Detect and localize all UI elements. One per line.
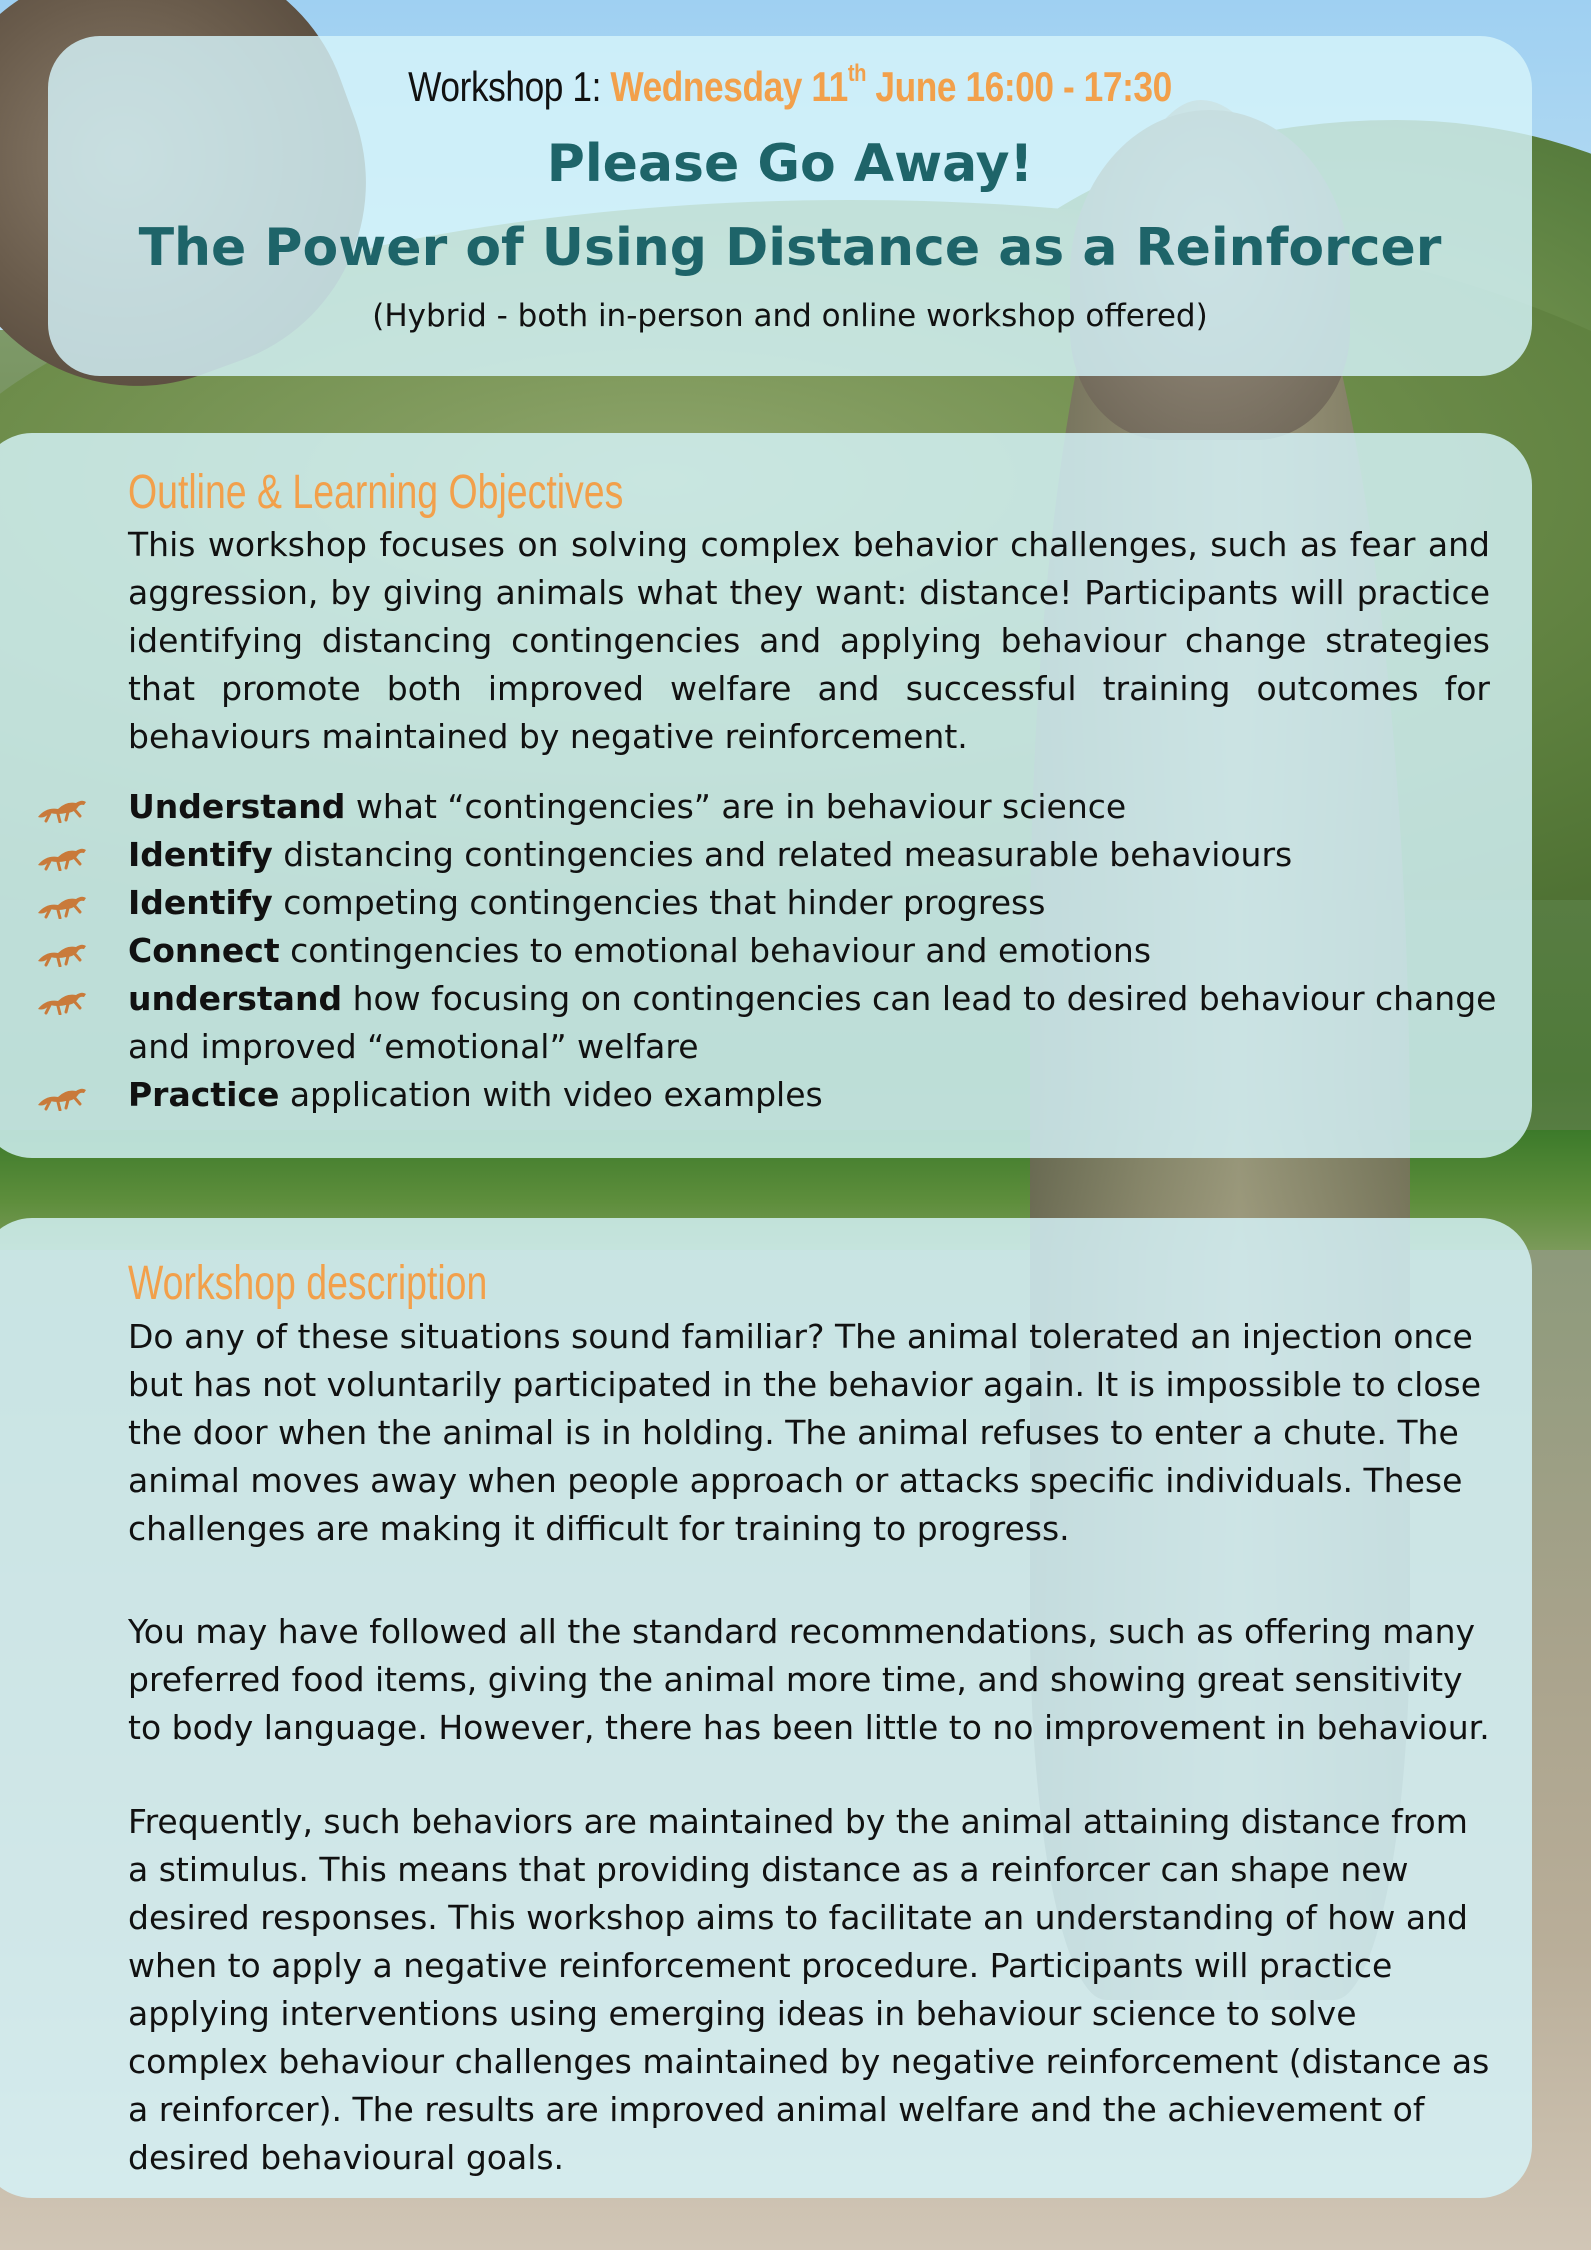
workshop-date-line <box>167 62 1414 112</box>
objectives-list <box>128 783 1508 1119</box>
objective-verb: Identify <box>128 835 273 874</box>
outline-paragraph: This workshop focuses on solving complex behavior challenges, such as fear and aggression, by giving animals what they want: distance! Participants will practice identifying distancing contingencies and applying behaviour change strategies that promote both improved welfare and successful training outcomes for behaviours maintained by negative reinforcement. <box>128 525 1490 756</box>
objective-item <box>128 975 1508 1071</box>
lizard-icon <box>36 841 88 871</box>
description-heading: Workshop description <box>128 1257 488 1310</box>
lizard-icon <box>36 937 88 967</box>
objective-text: how focusing on contingencies can lead to desired behaviour change and improved “emotional” welfare <box>128 979 1497 1066</box>
page-subtitle-title: The Power of Using Distance as a Reinforcer <box>138 218 1442 278</box>
outline-panel <box>0 433 1532 1158</box>
objective-item <box>128 927 1508 975</box>
lizard-icon <box>36 985 88 1015</box>
objective-text: contingencies to emotional behaviour and emotions <box>279 931 1152 970</box>
objective-verb: Understand <box>128 787 346 826</box>
objective-item <box>128 783 1508 831</box>
description-paragraph-3: Frequently, such behaviors are maintained by the animal attaining distance from a stimulus. This means that providing distance as a reinforcer can shape new desired responses. This workshop aims to facilitate an understanding of how and when to apply a negative reinforcement procedure. Participants will practice applying interventions using emerging ideas in behaviour science to solve complex behaviour challenges maintained by negative reinforcement (distance as a reinforcer). The results are improved animal welfare and the achievement of desired behavioural goals. <box>128 1802 1490 2177</box>
objective-text: distancing contingencies and related measurable behaviours <box>272 835 1293 874</box>
lizard-icon <box>36 1081 88 1111</box>
objective-text: application with video examples <box>279 1075 823 1114</box>
objective-verb: Connect <box>128 931 280 970</box>
workshop-date: Wednesday 11th June 16:00 - 17:30 <box>610 60 1172 110</box>
objective-verb: understand <box>128 979 343 1018</box>
lizard-icon <box>36 889 88 919</box>
description-paragraph-1: Do any of these situations sound familiar? The animal tolerated an injection once but has not voluntarily participated in the behavior again. It is impossible to close the door when the animal is in holding. The animal refuses to enter a chute. The animal moves away when people approach or attacks specific individuals. These challenges are making it difficult for training to progress. <box>128 1317 1481 1548</box>
objective-item <box>128 1071 1508 1119</box>
objective-item <box>128 879 1508 927</box>
header-panel <box>48 36 1532 376</box>
workshop-label: Workshop 1: <box>408 63 601 110</box>
objective-text: competing contingencies that hinder progress <box>272 883 1046 922</box>
objective-verb: Identify <box>128 883 273 922</box>
outline-heading: Outline & Learning Objectives <box>128 466 624 519</box>
format-note: (Hybrid - both in-person and online workshop offered) <box>372 298 1208 334</box>
lizard-icon <box>36 793 88 823</box>
page-title: Please Go Away! <box>546 134 1034 194</box>
objective-verb: Practice <box>128 1075 280 1114</box>
description-paragraph-2: You may have followed all the standard recommendations, such as offering many preferred food items, giving the animal more time, and showing great sensitivity to body language. However, there has been little to no improvement in behaviour. <box>128 1612 1490 1747</box>
objective-item <box>128 831 1508 879</box>
description-panel <box>0 1218 1532 2198</box>
objective-text: what “contingencies” are in behaviour science <box>345 787 1127 826</box>
